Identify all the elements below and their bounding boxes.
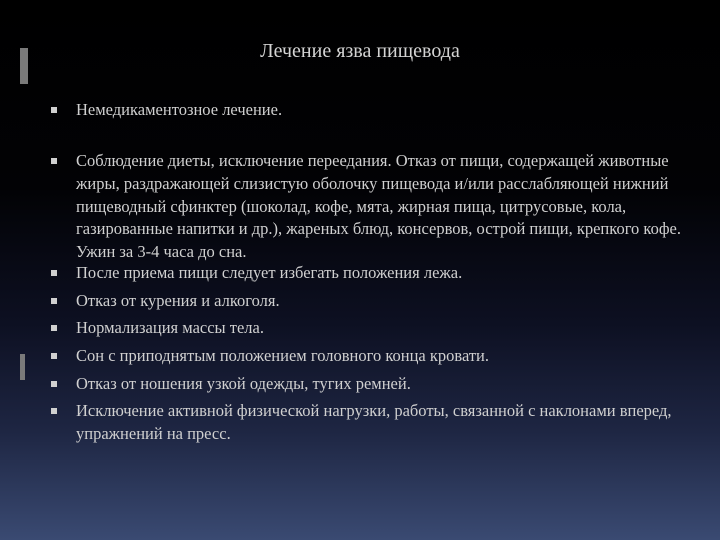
list-item: Сон с приподнятым положением головного конца кровати. xyxy=(51,345,706,368)
list-item: Исключение активной физической нагрузки, работы, связанной с наклонами вперед, упражнений на пресс. xyxy=(51,400,706,446)
bullet-icon xyxy=(51,381,57,387)
bullet-icon xyxy=(51,298,57,304)
list-item: Нормализация массы тела. xyxy=(51,317,706,340)
list-item: Отказ от курения и алкоголя. xyxy=(51,290,706,313)
list-item: Немедикаментозное лечение. xyxy=(51,99,706,122)
list-item: Отказ от ношения узкой одежды, тугих ремней. xyxy=(51,373,706,396)
bullet-icon xyxy=(51,107,57,113)
bullet-icon xyxy=(51,353,57,359)
bullet-icon xyxy=(51,408,57,414)
list-item: Соблюдение диеты, исключение переедания. Отказ от пищи, содержащей животные жиры, раздражающей слизистую оболочку пищевода и/или расслабляющей нижний пищеводный сфинктер (шоколад, кофе, мята, жирная пища, цитрусовые, кола, газированные напитки и др.), жареных блюд, консервов, острой пищи, крепкого кофе. Ужин за 3-4 часа до сна. xyxy=(51,150,706,264)
bullet-icon xyxy=(51,270,57,276)
list-item: После приема пищи следует избегать положения лежа. xyxy=(51,262,706,285)
bullet-icon xyxy=(51,158,57,164)
decorative-bar-bottom xyxy=(20,354,25,380)
slide-title: Лечение язва пищевода xyxy=(260,40,460,62)
bullet-icon xyxy=(51,325,57,331)
